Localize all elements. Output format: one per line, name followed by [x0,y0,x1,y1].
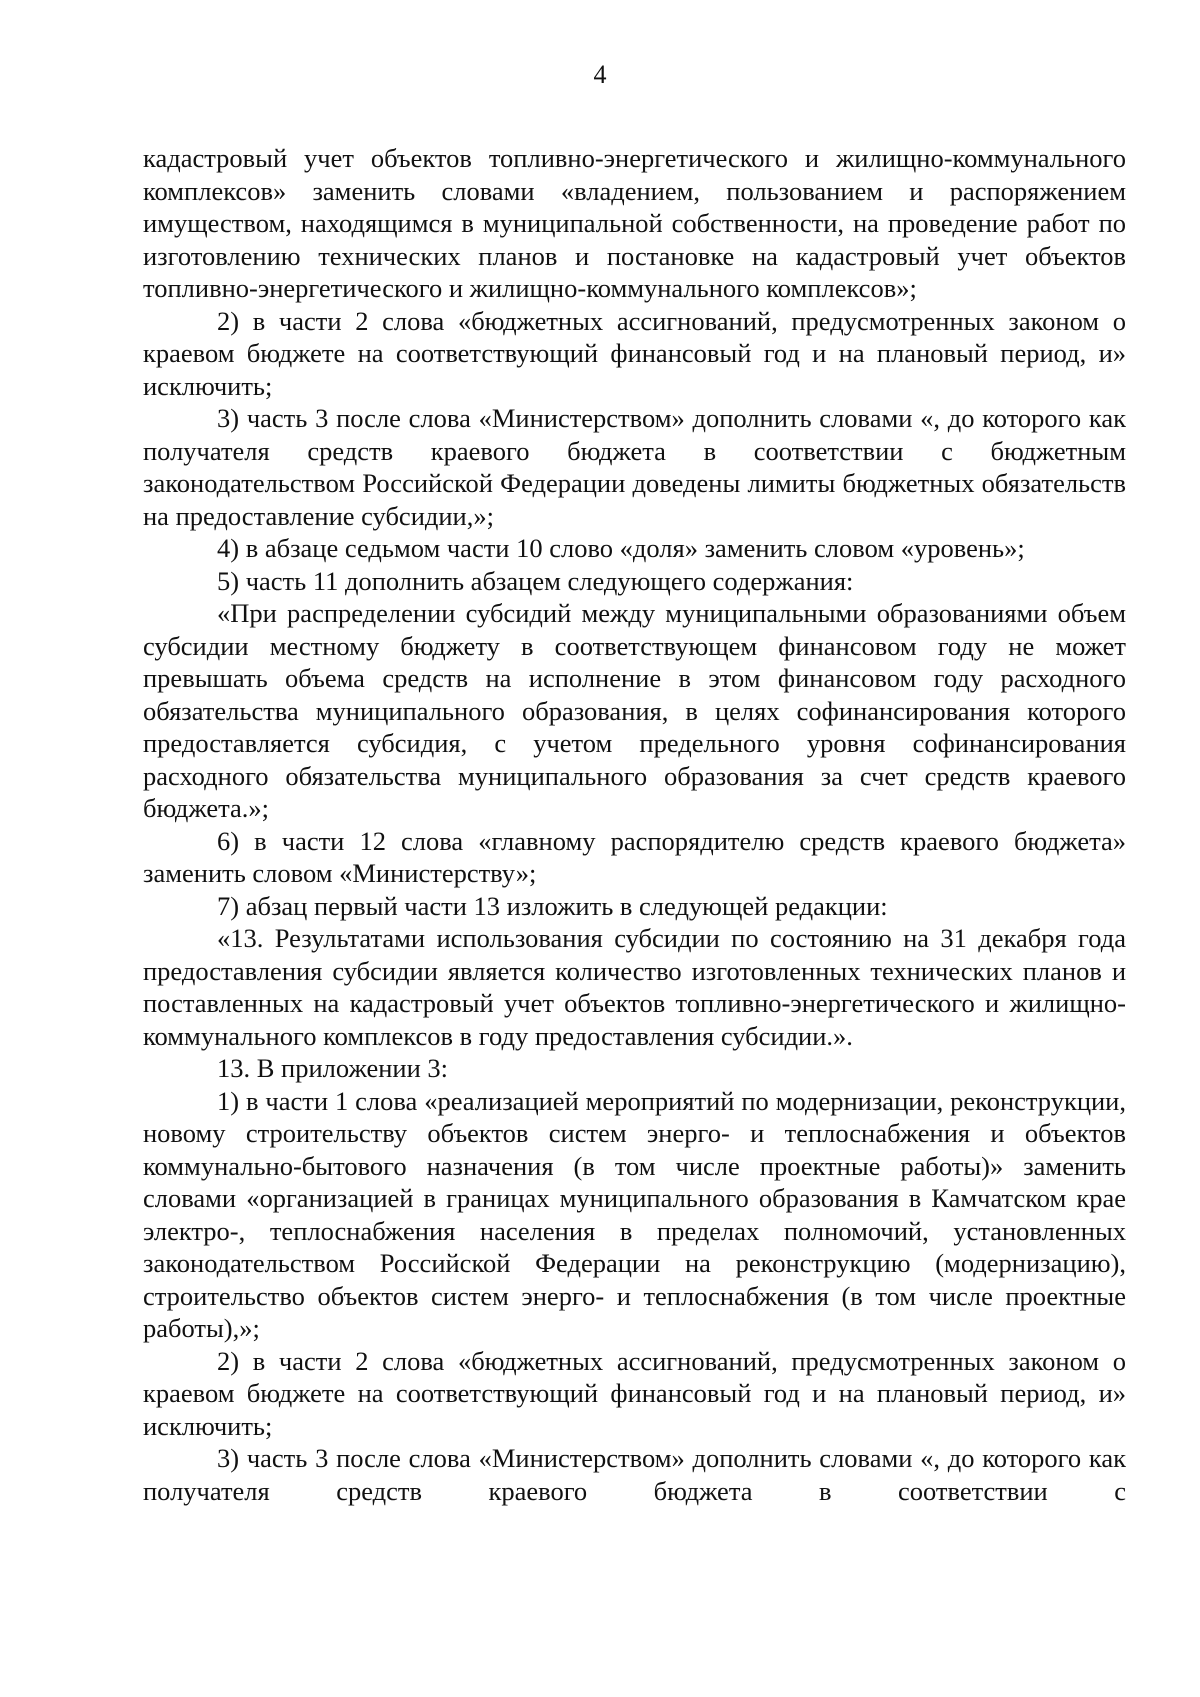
paragraph-item-3: 3) часть 3 после слова «Министерством» дополнить словами «, до которого как получателя средств краевого бюджета в соответствии с бюджетным законодательством Российской Федерации доведены лимиты бюджетных обязательств на предоставление субсидии,»; [143,403,1126,531]
paragraph-continuation: кадастровый учет объектов топливно-энергетического и жилищно-коммунального комплексов» заменить словами «владением, пользованием и распоряжением имуществом, находящимся в муниципальной собственности, на проведение работ по изготовлению технических планов и постановке на кадастровый учет объектов топливно-энергетического и жилищно-коммунального комплексов»; [143,143,1126,303]
paragraph-item-6: 6) в части 12 слова «главному распорядителю средств краевого бюджета» заменить словом «Министерству»; [143,825,1126,888]
paragraph-item-7: 7) абзац первый части 13 изложить в следующей редакции: [217,890,888,921]
paragraph-quote-subsidy-distribution: «При распределении субсидий между муниципальными образованиями объем субсидии местному бюджету в соответствующем финансовом году не может превышать объема средств на исполнение в этом финансовом году расходного обязательства муниципального образования, в целях софинансирования которого предоставляется субсидия, с учетом предельного уровня софинансирования расходного обязательства муниципального образования за счет средств краевого бюджета.»; [143,598,1126,823]
paragraph-item-2: 2) в части 2 слова «бюджетных ассигнований, предусмотренных законом о краевом бюджете на соответствующий финансовый год и на плановый период, и» исключить; [143,305,1126,401]
paragraph-quote-results: «13. Результатами использования субсидии по состоянию на 31 декабря года предоставления субсидии является количество изготовленных технических планов и поставленных на кадастровый учет объектов топливно-энергетического и жилищно-коммунального комплексов в году предоставления субсидии.». [143,923,1126,1051]
paragraph-annex3-item-3: 3) часть 3 после слова «Министерством» дополнить словами «, до которого как получателя средств краевого бюджета в соответствии с [143,1443,1126,1506]
page-number: 4 [593,60,607,89]
paragraph-section-13: 13. В приложении 3: [217,1053,448,1083]
paragraph-item-5: 5) часть 11 дополнить абзацем следующего содержания: [217,565,854,596]
paragraph-annex3-item-1: 1) в части 1 слова «реализацией мероприятий по модернизации, реконструкции, новому строительству объектов систем энерго- и теплоснабжения и объектов коммунально-бытового назначения (в том числе проектные работы)» заменить словами «организацией в границах муниципального образования в Камчатском крае электро-, теплоснабжения населения в пределах полномочий, установленных законодательством Российской Федерации на реконструкцию (модернизацию), строительство объектов систем энерго- и теплоснабжения (в том числе проектные работы),»; [143,1085,1126,1343]
document-body [143,142,1126,1507]
paragraph-item-4: 4) в абзаце седьмом части 10 слово «доля» заменить словом «уровень»; [217,533,1025,563]
paragraph-annex3-item-2: 2) в части 2 слова «бюджетных ассигнований, предусмотренных законом о краевом бюджете на соответствующий финансовый год и на плановый период, и» исключить; [143,1345,1126,1441]
